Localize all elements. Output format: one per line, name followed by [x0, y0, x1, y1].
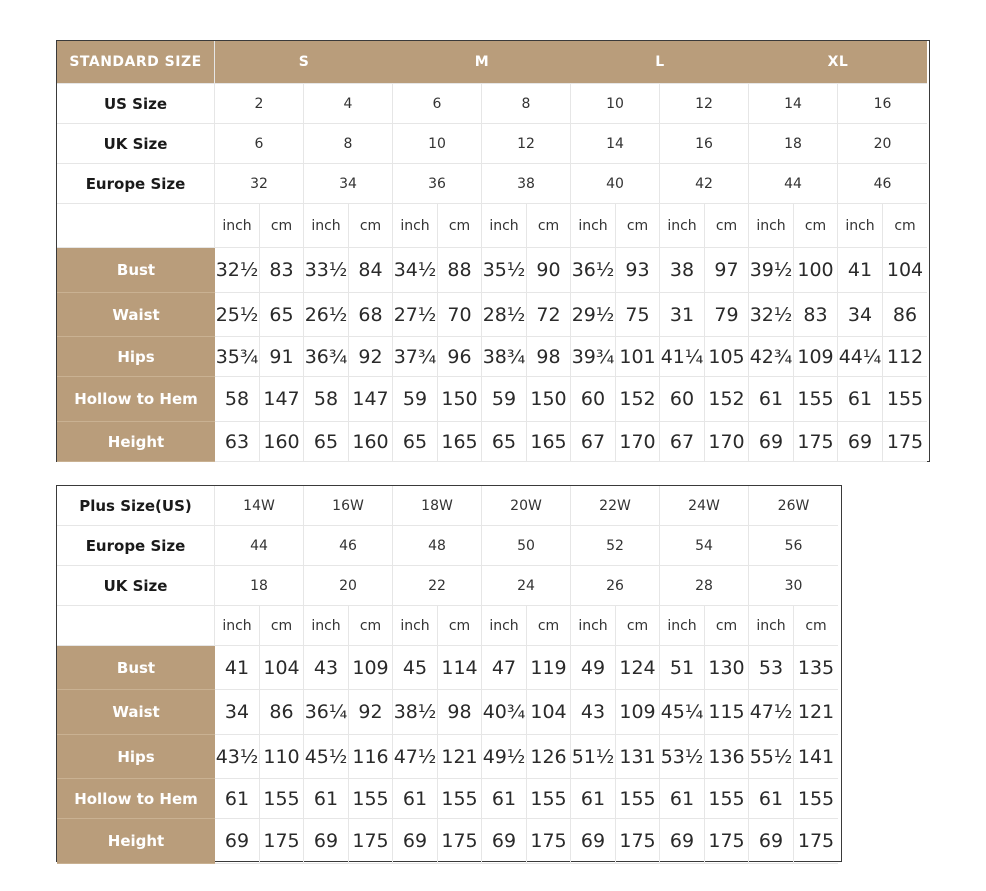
measure-row [57, 819, 838, 864]
measure-value: 109 [616, 690, 660, 735]
measure-value: 155 [527, 779, 571, 819]
measure-value: 160 [349, 422, 393, 462]
measure-value: 152 [705, 377, 749, 422]
unit-header: inch [215, 204, 260, 248]
measure-label-waist: Waist [57, 690, 215, 735]
unit-header: cm [527, 606, 571, 646]
size-row [57, 486, 838, 526]
measure-value: 44¼ [838, 337, 883, 377]
measure-value: 155 [794, 377, 838, 422]
measure-value: 60 [571, 377, 616, 422]
unit-header: cm [349, 204, 393, 248]
size-value: 18W [393, 486, 482, 526]
measure-value: 34 [838, 293, 883, 337]
unit-header: inch [571, 606, 616, 646]
measure-value: 75 [616, 293, 660, 337]
measure-row [57, 779, 838, 819]
measure-value: 91 [260, 337, 304, 377]
unit-header: cm [438, 204, 482, 248]
measure-value: 83 [794, 293, 838, 337]
unit-header: cm [616, 204, 660, 248]
measure-value: 136 [705, 735, 749, 779]
unit-header: cm [438, 606, 482, 646]
size-row [57, 526, 838, 566]
size-value: 14W [215, 486, 304, 526]
measure-value: 147 [349, 377, 393, 422]
measure-value: 175 [527, 819, 571, 864]
measure-value: 98 [527, 337, 571, 377]
measure-row [57, 377, 927, 422]
measure-value: 175 [794, 819, 838, 864]
measure-value: 38½ [393, 690, 438, 735]
size-row [57, 84, 927, 124]
measure-value: 61 [660, 779, 705, 819]
measure-value: 150 [438, 377, 482, 422]
measure-value: 92 [349, 690, 393, 735]
size-value: 56 [749, 526, 838, 566]
header-size-m: M [393, 41, 571, 84]
size-value: 4 [304, 84, 393, 124]
measure-value: 155 [705, 779, 749, 819]
measure-value: 55½ [749, 735, 794, 779]
measure-value: 34½ [393, 248, 438, 293]
measure-value: 115 [705, 690, 749, 735]
size-value: 8 [482, 84, 571, 124]
size-value: 50 [482, 526, 571, 566]
size-value: 24 [482, 566, 571, 606]
size-value: 34 [304, 164, 393, 204]
unit-header: inch [571, 204, 616, 248]
unit-header: cm [705, 606, 749, 646]
size-value: 2 [215, 84, 304, 124]
measure-value: 97 [705, 248, 749, 293]
unit-header: cm [883, 204, 927, 248]
size-value: 28 [660, 566, 749, 606]
measure-value: 40¾ [482, 690, 527, 735]
measure-row [57, 735, 838, 779]
measure-label-hollow-to-hem: Hollow to Hem [57, 779, 215, 819]
unit-header: cm [260, 606, 304, 646]
measure-value: 39½ [749, 248, 794, 293]
measure-value: 86 [260, 690, 304, 735]
measure-value: 79 [705, 293, 749, 337]
measure-value: 33½ [304, 248, 349, 293]
measure-value: 35½ [482, 248, 527, 293]
unit-header: cm [349, 606, 393, 646]
measure-label-hollow-to-hem: Hollow to Hem [57, 377, 215, 422]
measure-value: 116 [349, 735, 393, 779]
measure-value: 121 [438, 735, 482, 779]
measure-value: 114 [438, 646, 482, 690]
measure-value: 69 [749, 819, 794, 864]
measure-value: 170 [616, 422, 660, 462]
measure-value: 61 [304, 779, 349, 819]
measure-value: 47½ [749, 690, 794, 735]
size-value: 54 [660, 526, 749, 566]
measure-row [57, 422, 927, 462]
size-value: 18 [215, 566, 304, 606]
size-value: 44 [215, 526, 304, 566]
unit-header: inch [393, 204, 438, 248]
measure-value: 39¾ [571, 337, 616, 377]
measure-value: 69 [838, 422, 883, 462]
size-value: 8 [304, 124, 393, 164]
measure-value: 38¾ [482, 337, 527, 377]
measure-value: 43 [304, 646, 349, 690]
measure-value: 65 [260, 293, 304, 337]
size-label: UK Size [57, 566, 215, 606]
measure-value: 49½ [482, 735, 527, 779]
measure-value: 109 [349, 646, 393, 690]
size-value: 30 [749, 566, 838, 606]
measure-value: 86 [883, 293, 927, 337]
size-value: 16 [838, 84, 927, 124]
measure-value: 51½ [571, 735, 616, 779]
measure-row [57, 248, 927, 293]
standard-size-table [56, 40, 930, 462]
size-value: 38 [482, 164, 571, 204]
measure-value: 92 [349, 337, 393, 377]
unit-header: cm [794, 204, 838, 248]
size-value: 26W [749, 486, 838, 526]
measure-value: 175 [794, 422, 838, 462]
measure-value: 130 [705, 646, 749, 690]
measure-value: 36½ [571, 248, 616, 293]
measure-value: 175 [705, 819, 749, 864]
measure-label-waist: Waist [57, 293, 215, 337]
size-value: 12 [660, 84, 749, 124]
measure-value: 49 [571, 646, 616, 690]
units-label-empty [57, 204, 215, 248]
measure-value: 38 [660, 248, 705, 293]
measure-value: 29½ [571, 293, 616, 337]
measure-value: 124 [616, 646, 660, 690]
units-row [57, 606, 838, 646]
measure-value: 96 [438, 337, 482, 377]
measure-value: 165 [438, 422, 482, 462]
measure-value: 27½ [393, 293, 438, 337]
measure-value: 110 [260, 735, 304, 779]
measure-value: 175 [616, 819, 660, 864]
measure-value: 47 [482, 646, 527, 690]
measure-value: 34 [215, 690, 260, 735]
measure-value: 100 [794, 248, 838, 293]
measure-value: 36¾ [304, 337, 349, 377]
size-row [57, 124, 927, 164]
measure-value: 88 [438, 248, 482, 293]
measure-value: 104 [260, 646, 304, 690]
size-label: Europe Size [57, 164, 215, 204]
unit-header: cm [527, 204, 571, 248]
size-value: 46 [838, 164, 927, 204]
measure-value: 65 [393, 422, 438, 462]
size-value: 22W [571, 486, 660, 526]
unit-header: cm [260, 204, 304, 248]
measure-value: 51 [660, 646, 705, 690]
measure-value: 41 [215, 646, 260, 690]
measure-value: 63 [215, 422, 260, 462]
measure-value: 61 [482, 779, 527, 819]
measure-value: 141 [794, 735, 838, 779]
measure-value: 32½ [215, 248, 260, 293]
measure-value: 155 [883, 377, 927, 422]
measure-value: 43 [571, 690, 616, 735]
unit-header: inch [482, 204, 527, 248]
size-value: 20 [304, 566, 393, 606]
measure-value: 65 [482, 422, 527, 462]
unit-header: inch [215, 606, 260, 646]
measure-value: 45 [393, 646, 438, 690]
measure-value: 25½ [215, 293, 260, 337]
measure-value: 175 [883, 422, 927, 462]
measure-value: 69 [393, 819, 438, 864]
measure-value: 65 [304, 422, 349, 462]
size-value: 46 [304, 526, 393, 566]
measure-value: 175 [349, 819, 393, 864]
size-value: 44 [749, 164, 838, 204]
measure-value: 70 [438, 293, 482, 337]
measure-label-height: Height [57, 819, 215, 864]
measure-value: 155 [349, 779, 393, 819]
measure-value: 31 [660, 293, 705, 337]
measure-value: 58 [215, 377, 260, 422]
size-label: Plus Size(US) [57, 486, 215, 526]
measure-value: 155 [794, 779, 838, 819]
measure-value: 45½ [304, 735, 349, 779]
measure-value: 131 [616, 735, 660, 779]
size-value: 16W [304, 486, 393, 526]
measure-value: 175 [438, 819, 482, 864]
measure-value: 47½ [393, 735, 438, 779]
measure-label-hips: Hips [57, 735, 215, 779]
measure-value: 135 [794, 646, 838, 690]
measure-value: 119 [527, 646, 571, 690]
size-value: 14 [571, 124, 660, 164]
size-label: US Size [57, 84, 215, 124]
measure-value: 61 [838, 377, 883, 422]
measure-label-hips: Hips [57, 337, 215, 377]
measure-value: 28½ [482, 293, 527, 337]
size-value: 20W [482, 486, 571, 526]
size-value: 14 [749, 84, 838, 124]
measure-value: 61 [749, 779, 794, 819]
measure-value: 126 [527, 735, 571, 779]
unit-header: inch [393, 606, 438, 646]
measure-value: 67 [660, 422, 705, 462]
size-value: 32 [215, 164, 304, 204]
measure-value: 67 [571, 422, 616, 462]
size-value: 26 [571, 566, 660, 606]
size-value: 22 [393, 566, 482, 606]
unit-header: inch [482, 606, 527, 646]
measure-value: 155 [260, 779, 304, 819]
measure-value: 175 [260, 819, 304, 864]
measure-row [57, 293, 927, 337]
measure-value: 147 [260, 377, 304, 422]
size-value: 6 [215, 124, 304, 164]
measure-value: 61 [749, 377, 794, 422]
measure-value: 69 [571, 819, 616, 864]
measure-value: 43½ [215, 735, 260, 779]
measure-value: 59 [393, 377, 438, 422]
measure-label-bust: Bust [57, 248, 215, 293]
measure-value: 36¼ [304, 690, 349, 735]
measure-value: 60 [660, 377, 705, 422]
size-value: 52 [571, 526, 660, 566]
measure-label-bust: Bust [57, 646, 215, 690]
size-row [57, 566, 838, 606]
header-standard-size: STANDARD SIZE [57, 41, 215, 84]
measure-value: 170 [705, 422, 749, 462]
measure-value: 104 [883, 248, 927, 293]
size-value: 24W [660, 486, 749, 526]
size-value: 20 [838, 124, 927, 164]
size-value: 40 [571, 164, 660, 204]
measure-value: 155 [438, 779, 482, 819]
measure-value: 69 [749, 422, 794, 462]
size-header-row [57, 41, 927, 84]
measure-value: 90 [527, 248, 571, 293]
measure-value: 93 [616, 248, 660, 293]
measure-value: 83 [260, 248, 304, 293]
plus-size-table [56, 485, 842, 862]
measure-row [57, 337, 927, 377]
measure-value: 84 [349, 248, 393, 293]
unit-header: cm [616, 606, 660, 646]
measure-value: 165 [527, 422, 571, 462]
size-value: 6 [393, 84, 482, 124]
size-value: 48 [393, 526, 482, 566]
measure-value: 61 [571, 779, 616, 819]
size-value: 12 [482, 124, 571, 164]
header-size-l: L [571, 41, 749, 84]
measure-row [57, 646, 838, 690]
header-size-s: S [215, 41, 393, 84]
measure-value: 69 [304, 819, 349, 864]
measure-value: 98 [438, 690, 482, 735]
units-label-empty [57, 606, 215, 646]
measure-value: 101 [616, 337, 660, 377]
measure-value: 45¼ [660, 690, 705, 735]
size-label: Europe Size [57, 526, 215, 566]
measure-value: 53½ [660, 735, 705, 779]
measure-value: 109 [794, 337, 838, 377]
unit-header: inch [660, 606, 705, 646]
size-value: 16 [660, 124, 749, 164]
unit-header: inch [749, 204, 794, 248]
measure-value: 152 [616, 377, 660, 422]
size-value: 10 [571, 84, 660, 124]
size-label: UK Size [57, 124, 215, 164]
unit-header: cm [705, 204, 749, 248]
measure-label-height: Height [57, 422, 215, 462]
measure-value: 42¾ [749, 337, 794, 377]
size-row [57, 164, 927, 204]
measure-value: 105 [705, 337, 749, 377]
measure-value: 69 [482, 819, 527, 864]
measure-value: 32½ [749, 293, 794, 337]
measure-value: 69 [660, 819, 705, 864]
unit-header: inch [838, 204, 883, 248]
measure-value: 41¼ [660, 337, 705, 377]
unit-header: inch [749, 606, 794, 646]
size-value: 18 [749, 124, 838, 164]
measure-value: 26½ [304, 293, 349, 337]
measure-value: 41 [838, 248, 883, 293]
unit-header: inch [304, 606, 349, 646]
measure-value: 68 [349, 293, 393, 337]
measure-value: 112 [883, 337, 927, 377]
measure-value: 155 [616, 779, 660, 819]
measure-value: 59 [482, 377, 527, 422]
measure-value: 35¾ [215, 337, 260, 377]
measure-value: 160 [260, 422, 304, 462]
size-value: 10 [393, 124, 482, 164]
size-value: 36 [393, 164, 482, 204]
size-value: 42 [660, 164, 749, 204]
unit-header: cm [794, 606, 838, 646]
unit-header: inch [660, 204, 705, 248]
measure-value: 69 [215, 819, 260, 864]
measure-row [57, 690, 838, 735]
measure-value: 37¾ [393, 337, 438, 377]
measure-value: 53 [749, 646, 794, 690]
header-size-xl: XL [749, 41, 927, 84]
measure-value: 104 [527, 690, 571, 735]
measure-value: 72 [527, 293, 571, 337]
measure-value: 58 [304, 377, 349, 422]
unit-header: inch [304, 204, 349, 248]
measure-value: 150 [527, 377, 571, 422]
measure-value: 121 [794, 690, 838, 735]
units-row [57, 204, 927, 248]
measure-value: 61 [215, 779, 260, 819]
measure-value: 61 [393, 779, 438, 819]
